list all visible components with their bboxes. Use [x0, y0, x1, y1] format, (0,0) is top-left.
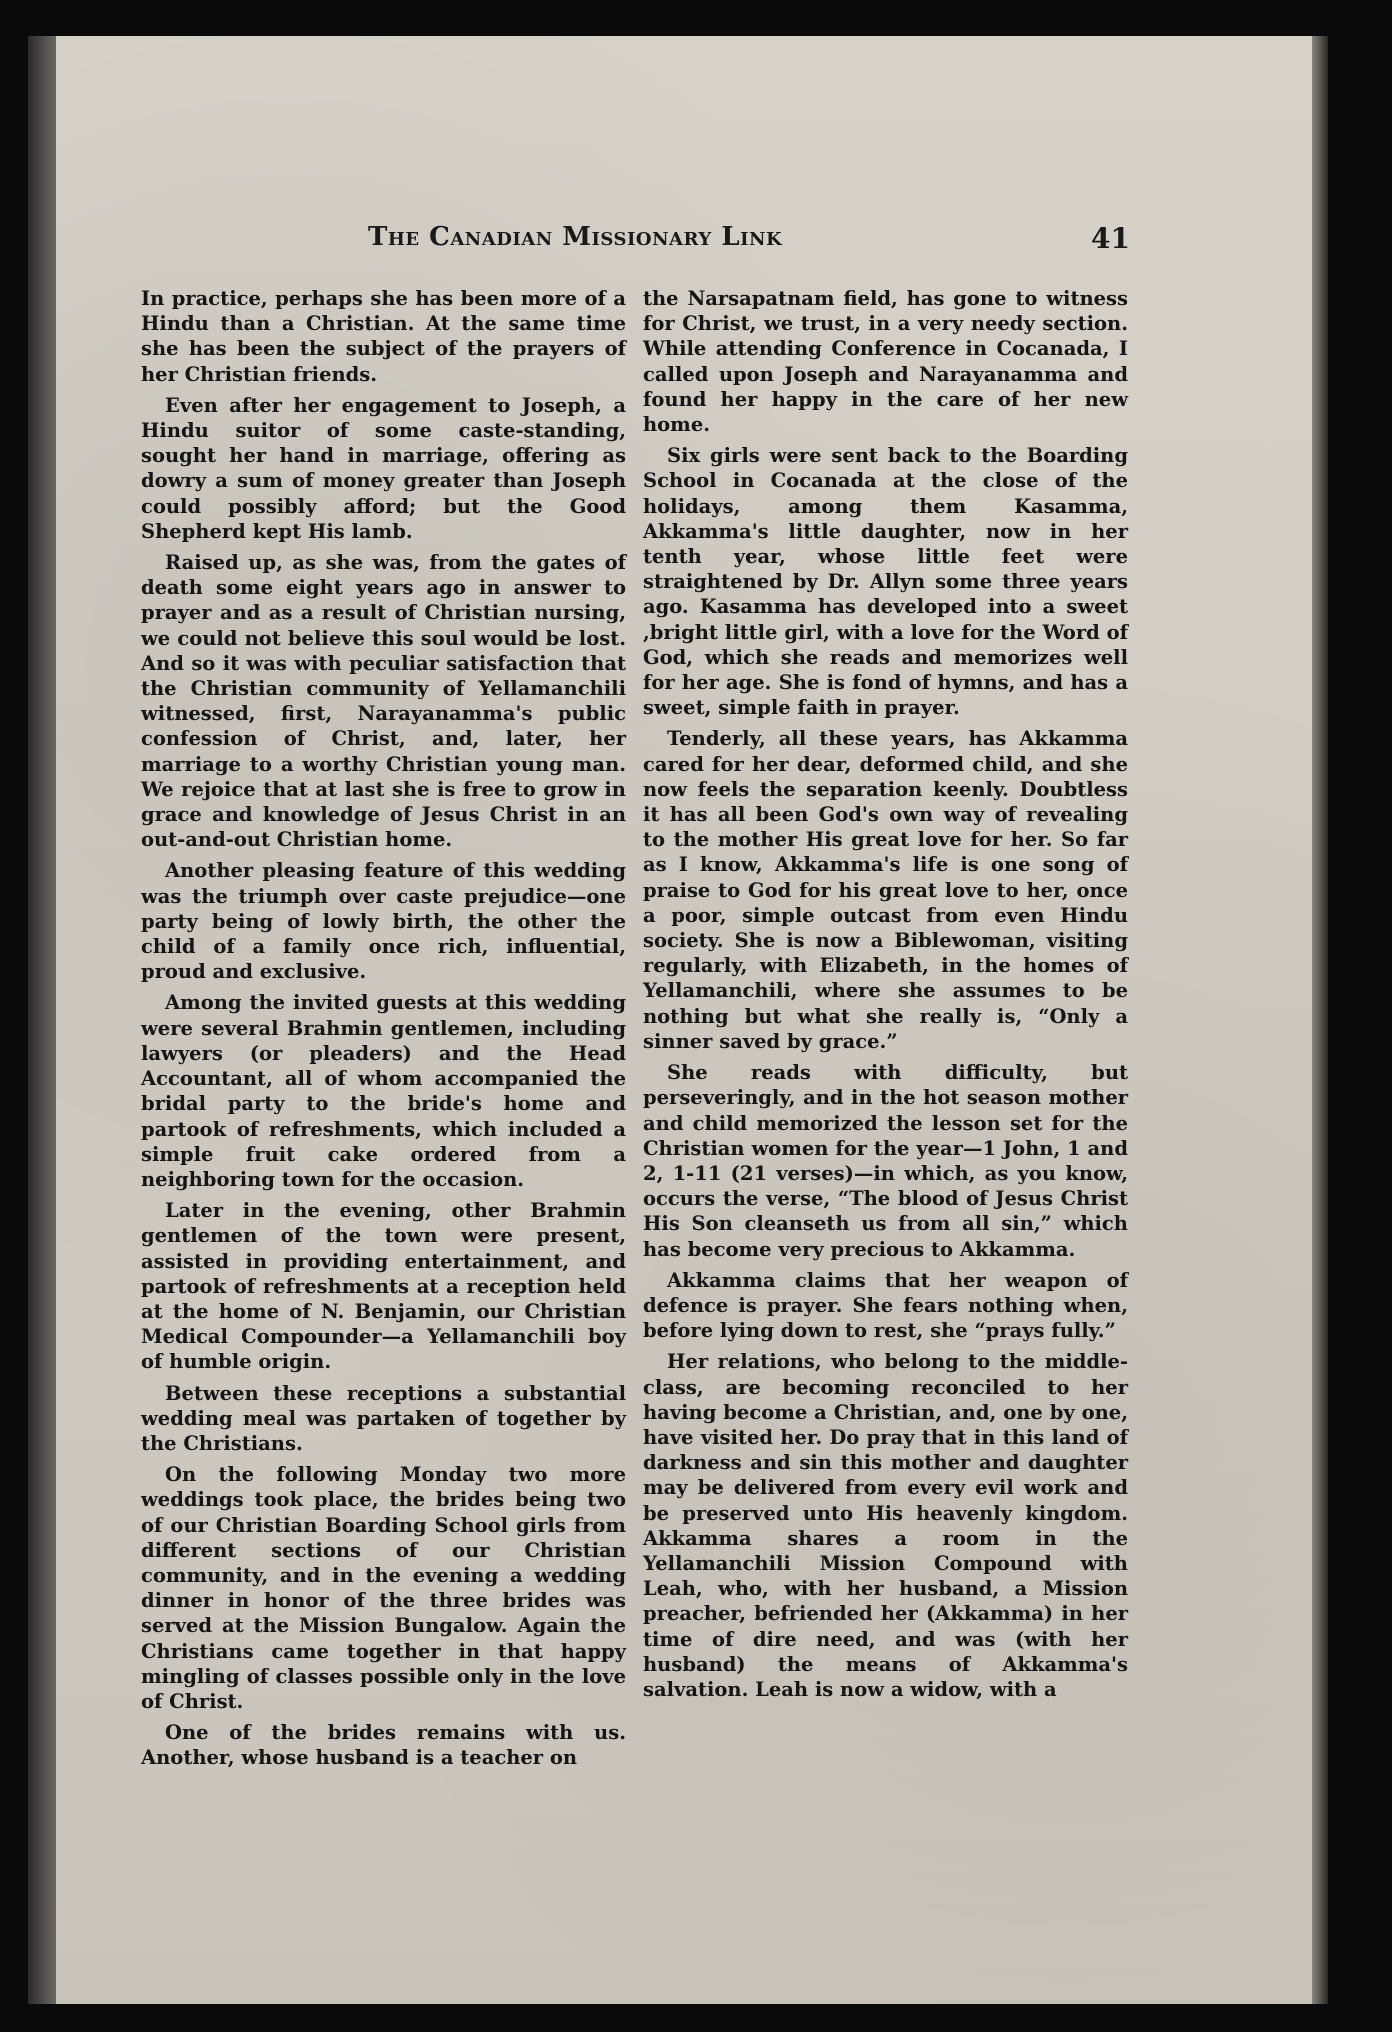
- page-gutter-shadow: [28, 36, 56, 2004]
- paragraph: Raised up, as she was, from the gates of death some eight years ago in answer to prayer and as a result of Christian nursing, we could not believe this soul would be lost. And so it was with peculiar satisfaction that the Christian community of Yellamanchili witnessed, first, Narayanamma's public confession of Christ, and, later, her marriage to a worthy Christian young man. We rejoice that at last she is free to grow in grace and knowledge of Jesus Christ in an out-and-out Christian home.: [141, 551, 626, 852]
- left-column: [141, 286, 626, 1777]
- page-number: 41: [1091, 222, 1130, 255]
- paragraph: the Narsapatnam field, has gone to witness for Christ, we trust, in a very needy section. While attending Conference in Cocanada, I called upon Joseph and Narayanamma and found her happy in the care of her new home.: [643, 287, 1128, 437]
- paragraph: Akkamma claims that her weapon of defence is prayer. She fears nothing when, before lying down to rest, she “prays fully.”: [643, 1268, 1128, 1343]
- magazine-page: [28, 36, 1328, 2004]
- paragraph: In practice, perhaps she has been more of a Hindu than a Christian. At the same time she has been the subject of the prayers of her Christian friends.: [141, 287, 626, 386]
- paragraph: Her relations, who belong to the middle-class, are becoming reconciled to her having become a Christian, and, one by one, have visited her. Do pray that in this land of darkness and sin this mother and daughter may be delivered from every evil work and be preserved unto His heavenly kingdom. Akkamma shares a room in the Yellamanchili Mission Compound with Leah, who, with her husband, a Mission preacher, befriended her (Akkamma) in her time of dire need, and was (with her husband) the means of Akkamma's salvation. Leah is now a widow, with a: [643, 1350, 1128, 1701]
- paragraph: One of the brides remains with us. Another, whose husband is a teacher on: [141, 1721, 626, 1770]
- paragraph: On the following Monday two more weddings took place, the brides being two of our Christian Boarding School girls from different sections of our Christian community, and in the evening a wedding dinner in honor of the three brides was served at the Mission Bungalow. Again the Christians came together in that happy mingling of classes possible only in the love of Christ.: [141, 1463, 626, 1713]
- running-header: [28, 222, 1328, 266]
- running-title: The Canadian Missionary Link: [368, 222, 783, 252]
- paragraph: Tenderly, all these years, has Akkamma cared for her dear, deformed child, and she now feels the separation keenly. Doubtless it has all been God's own way of revealing to the mother His great love for her. So far as I know, Akkamma's life is one song of praise to God for his great love to her, once a poor, simple outcast from even Hindu society. She is now a Biblewoman, visiting regularly, with Elizabeth, in the homes of Yellamanchili, where she assumes to be nothing but what she really is, “Only a sinner saved by grace.”: [643, 727, 1128, 1053]
- paragraph: Six girls were sent back to the Boarding School in Cocanada at the close of the holidays, among them Kasamma, Akkamma's little daughter, now in her tenth year, whose little feet were straightened by Dr. Allyn some three years ago. Kasamma has developed into a sweet ,bright little girl, with a love for the Word of God, which she reads and memorizes well for her age. She is fond of hymns, and has a sweet, simple faith in prayer.: [643, 444, 1128, 720]
- paragraph: Later in the evening, other Brahmin gentlemen of the town were present, assisted in providing entertainment, and partook of refreshments at a reception held at the home of N. Benjamin, our Christian Medical Compounder—a Yellamanchili boy of humble origin.: [141, 1199, 626, 1374]
- right-column: [643, 286, 1128, 1708]
- paragraph: She reads with difficulty, but perseveringly, and in the hot season mother and child memorized the lesson set for the Christian women for the year—1 John, 1 and 2, 1-11 (21 verses)—in which, as you know, occurs the verse, “The blood of Jesus Christ His Son cleanseth us from all sin,” which has become very precious to Akkamma.: [643, 1061, 1128, 1261]
- paragraph: Between these receptions a substantial wedding meal was partaken of together by the Christians.: [141, 1381, 626, 1455]
- paragraph: Another pleasing feature of this wedding was the triumph over caste prejudice—one party being of lowly birth, the other the child of a family once rich, influential, proud and exclusive.: [141, 859, 626, 984]
- page-edge-shadow: [1312, 36, 1328, 2004]
- paragraph: Among the invited guests at this wedding were several Brahmin gentlemen, including lawyers (or pleaders) and the Head Accountant, all of whom accompanied the bridal party to the bride's home and partook of refreshments, which included a simple fruit cake ordered from a neighboring town for the occasion.: [141, 991, 626, 1191]
- paragraph: Even after her engagement to Joseph, a Hindu suitor of some caste-standing, sought her hand in marriage, offering as dowry a sum of money greater than Joseph could possibly afford; but the Good Shepherd kept His lamb.: [141, 393, 626, 543]
